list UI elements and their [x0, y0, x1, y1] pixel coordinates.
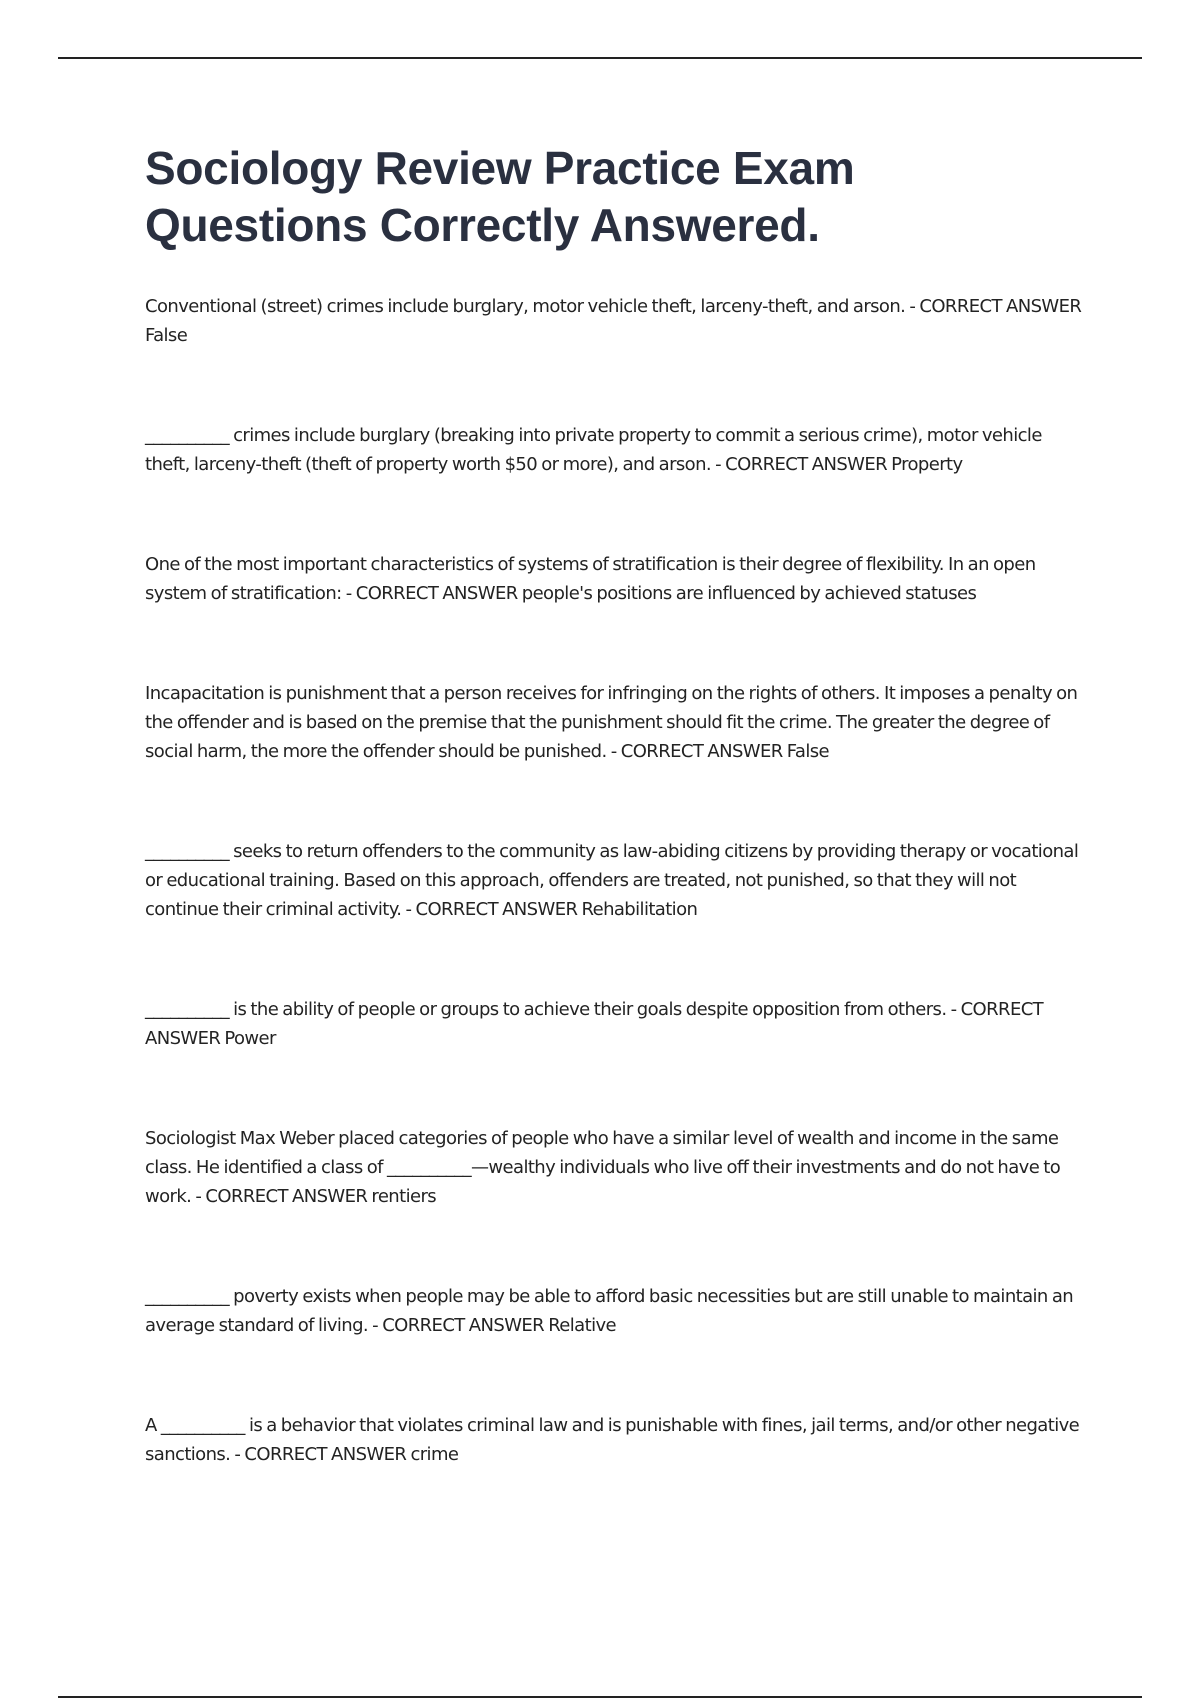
document-body: [145, 140, 1085, 1469]
question-item: One of the most important characteristics of systems of stratification is their degree of flexibility. In an open system of stratification: - CORRECT ANSWER people's positions are influenced by achieved statuses: [145, 554, 1036, 604]
question-item: __________ is the ability of people or groups to achieve their goals despite opposition from others. - CORRECT ANSWER Power: [145, 999, 1044, 1049]
question-item: __________ poverty exists when people may be able to afford basic necessities but are still unable to maintain an average standard of living. - CORRECT ANSWER Relative: [145, 1286, 1074, 1336]
question-item: Incapacitation is punishment that a person receives for infringing on the rights of others. It imposes a penalty on the offender and is based on the premise that the punishment should fit the crime. The greater the degree of social harm, the more the offender should be punished. - CORRECT ANSWER False: [145, 683, 1078, 762]
question-list: [145, 292, 1085, 1469]
question-item: __________ seeks to return offenders to the community as law-abiding citizens by providing therapy or vocational or educational training. Based on this approach, offenders are treated, not punished, so that they will not continue their criminal activity. - CORRECT ANSWER Rehabilitation: [145, 841, 1079, 920]
footer-rule: [58, 1696, 1142, 1698]
document-title: Sociology Review Practice Exam Questions Correctly Answered.: [145, 142, 855, 251]
question-item: Conventional (street) crimes include burglary, motor vehicle theft, larceny-theft, and arson. - CORRECT ANSWER False: [145, 296, 1082, 346]
header-rule: [58, 57, 1142, 59]
question-item: Sociologist Max Weber placed categories of people who have a similar level of wealth and income in the same class. He identified a class of __________—wealthy individuals who live off their investments and do not have to work. - CORRECT ANSWER rentiers: [145, 1128, 1061, 1207]
question-item: A __________ is a behavior that violates criminal law and is punishable with fines, jail terms, and/or other negative sanctions. - CORRECT ANSWER crime: [145, 1415, 1080, 1465]
question-item: __________ crimes include burglary (breaking into private property to commit a serious crime), motor vehicle theft, larceny-theft (theft of property worth $50 or more), and arson. - CORRECT ANSWER Property: [145, 425, 1042, 475]
